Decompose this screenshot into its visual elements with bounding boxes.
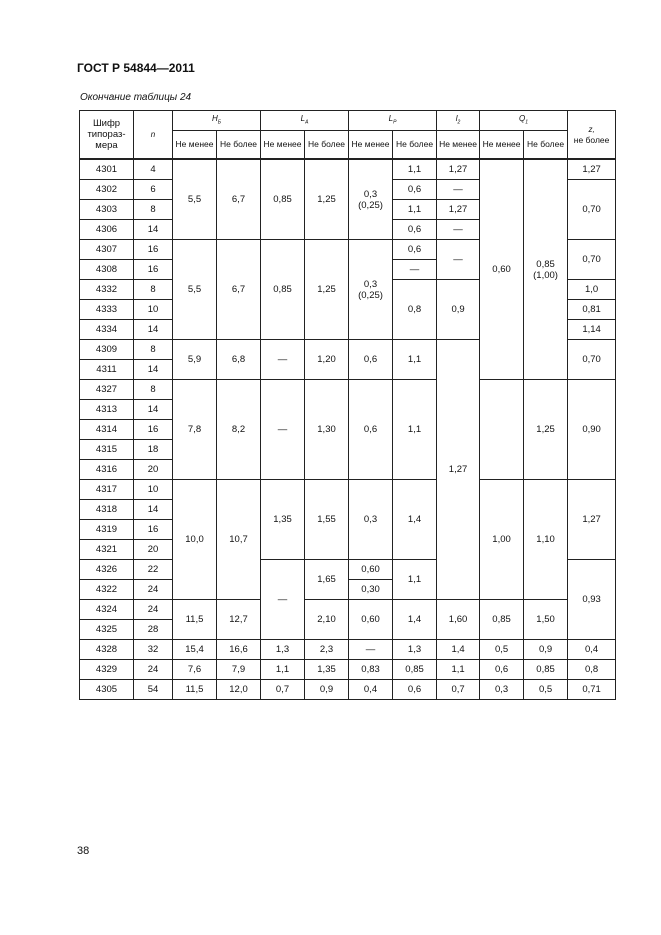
hb-max-cell: 10,7 [217,480,261,600]
n-cell: 20 [134,540,173,560]
q1-min-cell: 1,00 [480,480,524,600]
code-cell: 4328 [80,640,134,660]
q1-max-cell: 1,10 [524,480,568,600]
n-cell: 8 [134,280,173,300]
n-cell: 54 [134,680,173,700]
z-cell: 0,70 [568,240,616,280]
n-cell: 32 [134,640,173,660]
lp-min-cell: 0,6 [349,340,393,380]
code-cell: 4321 [80,540,134,560]
code-cell: 4302 [80,180,134,200]
lp-max-cell: 1,1 [393,340,437,380]
code-cell: 4325 [80,620,134,640]
n-cell: 28 [134,620,173,640]
n-cell: 18 [134,440,173,460]
hb-min-cell: 10,0 [173,480,217,600]
code-cell: 4318 [80,500,134,520]
header-la-min: Не менее [261,131,305,160]
z-cell: 0,70 [568,340,616,380]
header-lp: $L_P$ [349,111,437,131]
n-cell: 4 [134,159,173,180]
q1-min-cell: 0,3 [480,680,524,700]
n-cell: 16 [134,240,173,260]
hb-max-cell: 16,6 [217,640,261,660]
q1-min-cell: 0,5 [480,640,524,660]
q1-min-cell: 0,60 [480,159,524,380]
q1-max-cell: 0,85 (1,00) [524,159,568,380]
z-cell: 1,0 [568,280,616,300]
lp-max-cell: 1,1 [393,159,437,180]
code-cell: 4316 [80,460,134,480]
la-max-cell: 2,3 [305,640,349,660]
n-cell: 24 [134,660,173,680]
n-cell: 10 [134,480,173,500]
code-cell: 4314 [80,420,134,440]
n-cell: 14 [134,360,173,380]
la-max-cell: 1,65 [305,560,349,600]
lp-min-cell: 0,4 [349,680,393,700]
la-min-cell: 1,35 [261,480,305,560]
header-hb-max: Не более [217,131,261,160]
code-cell: 4329 [80,660,134,680]
z-cell: 0,90 [568,380,616,480]
q1-min-cell [480,380,524,480]
n-cell: 6 [134,180,173,200]
code-cell: 4305 [80,680,134,700]
n-cell: 14 [134,320,173,340]
code-cell: 4307 [80,240,134,260]
lp-max-cell: 0,6 [393,240,437,260]
header-lp-max: Не более [393,131,437,160]
la-min-cell: — [261,340,305,380]
z-cell: 1,14 [568,320,616,340]
n-cell: 14 [134,400,173,420]
hb-min-cell: 5,5 [173,159,217,240]
z-cell: 0,70 [568,180,616,240]
page-number: 38 [77,845,90,857]
z-cell: 0,8 [568,660,616,680]
lp-min-cell: 0,60 [349,600,393,640]
lp-max-cell: 0,85 [393,660,437,680]
n-cell: 14 [134,220,173,240]
lp-min-cell: 0,83 [349,660,393,680]
lp-max-cell: 1,1 [393,380,437,480]
hb-max-cell: 6,7 [217,240,261,340]
z-cell: 1,27 [568,480,616,560]
q1-max-cell: 1,25 [524,380,568,480]
header-q1: $Q_1$ [480,111,568,131]
code-cell: 4303 [80,200,134,220]
dimensions-table [79,110,616,700]
lp-min-cell: 0,3 (0,25) [349,240,393,340]
code-cell: 4313 [80,400,134,420]
lp-min-cell: 0,3 [349,480,393,560]
l2-cell: 0,7 [437,680,480,700]
code-cell: 4327 [80,380,134,400]
la-min-cell: — [261,560,305,640]
n-cell: 14 [134,500,173,520]
q1-max-cell: 0,85 [524,660,568,680]
la-min-cell: 1,1 [261,660,305,680]
code-cell: 4324 [80,600,134,620]
lp-min-cell: 0,6 [349,380,393,480]
n-cell: 16 [134,520,173,540]
hb-min-cell: 7,8 [173,380,217,480]
lp-max-cell: 0,8 [393,280,437,340]
hb-max-cell: 7,9 [217,660,261,680]
la-min-cell: — [261,380,305,480]
la-max-cell: 1,35 [305,660,349,680]
lp-max-cell: 1,1 [393,200,437,220]
code-cell: 4308 [80,260,134,280]
header-la: $L_A$ [261,111,349,131]
n-cell: 16 [134,260,173,280]
hb-min-cell: 15,4 [173,640,217,660]
header-q1-min: Не менее [480,131,524,160]
la-min-cell: 0,7 [261,680,305,700]
code-cell: 4333 [80,300,134,320]
lp-min-cell: 0,60 [349,560,393,580]
lp-max-cell: 0,6 [393,680,437,700]
hb-max-cell: 8,2 [217,380,261,480]
hb-max-cell: 6,8 [217,340,261,380]
hb-max-cell: 12,0 [217,680,261,700]
header-code: Шифр типораз-мера [80,111,134,160]
code-cell: 4309 [80,340,134,360]
hb-min-cell: 5,9 [173,340,217,380]
l2-cell: 0,9 [437,280,480,340]
code-cell: 4332 [80,280,134,300]
header-hb: $H_Б$ [173,111,261,131]
n-cell: 20 [134,460,173,480]
header-lp-min: Не менее [349,131,393,160]
l2-cell: — [437,180,480,200]
header-z: z, не более [568,111,616,160]
header-hb-min: Не менее [173,131,217,160]
la-max-cell: 1,25 [305,240,349,340]
code-cell: 4319 [80,520,134,540]
la-max-cell: 1,25 [305,159,349,240]
code-cell: 4326 [80,560,134,580]
hb-min-cell: 5,5 [173,240,217,340]
code-cell: 4322 [80,580,134,600]
lp-min-cell: — [349,640,393,660]
la-min-cell: 1,3 [261,640,305,660]
z-cell: 1,27 [568,159,616,180]
lp-max-cell: 1,4 [393,600,437,640]
l2-cell: 1,1 [437,660,480,680]
hb-min-cell: 7,6 [173,660,217,680]
lp-max-cell: 1,3 [393,640,437,660]
header-l2-min: Не менее [437,131,480,160]
lp-min-cell: 0,30 [349,580,393,600]
lp-max-cell: 0,6 [393,220,437,240]
z-cell: 0,81 [568,300,616,320]
code-cell: 4315 [80,440,134,460]
code-cell: 4301 [80,159,134,180]
lp-max-cell: — [393,260,437,280]
l2-cell: 1,27 [437,200,480,220]
la-max-cell: 1,30 [305,380,349,480]
la-max-cell: 0,9 [305,680,349,700]
n-cell: 16 [134,420,173,440]
l2-cell: 1,60 [437,600,480,640]
l2-cell: 1,4 [437,640,480,660]
lp-max-cell: 1,1 [393,560,437,600]
la-max-cell: 2,10 [305,600,349,640]
z-cell: 0,4 [568,640,616,660]
standard-title: ГОСТ Р 54844—2011 [77,61,195,75]
lp-max-cell: 0,6 [393,180,437,200]
code-cell: 4334 [80,320,134,340]
la-min-cell: 0,85 [261,240,305,340]
n-cell: 22 [134,560,173,580]
n-cell: 24 [134,600,173,620]
z-cell: 0,71 [568,680,616,700]
hb-max-cell: 12,7 [217,600,261,640]
n-cell: 10 [134,300,173,320]
header-la-max: Не более [305,131,349,160]
n-cell: 8 [134,200,173,220]
q1-max-cell: 1,50 [524,600,568,640]
header-n: n [134,111,173,160]
n-cell: 24 [134,580,173,600]
header-q1-max: Не более [524,131,568,160]
hb-min-cell: 11,5 [173,600,217,640]
q1-max-cell: 0,5 [524,680,568,700]
la-min-cell: 0,85 [261,159,305,240]
table-caption: Окончание таблицы 24 [80,92,192,103]
n-cell: 8 [134,380,173,400]
l2-cell: — [437,240,480,280]
lp-max-cell: 1,4 [393,480,437,560]
q1-min-cell: 0,6 [480,660,524,680]
l2-cell: 1,27 [437,159,480,180]
n-cell: 8 [134,340,173,360]
code-cell: 4306 [80,220,134,240]
code-cell: 4311 [80,360,134,380]
z-cell: 0,93 [568,560,616,640]
q1-max-cell: 0,9 [524,640,568,660]
l2-cell: 1,27 [437,340,480,600]
code-cell: 4317 [80,480,134,500]
header-l2: $l_2$ [437,111,480,131]
hb-max-cell: 6,7 [217,159,261,240]
hb-min-cell: 11,5 [173,680,217,700]
lp-min-cell: 0,3 (0,25) [349,159,393,240]
q1-min-cell: 0,85 [480,600,524,640]
la-max-cell: 1,55 [305,480,349,560]
l2-cell: — [437,220,480,240]
la-max-cell: 1,20 [305,340,349,380]
